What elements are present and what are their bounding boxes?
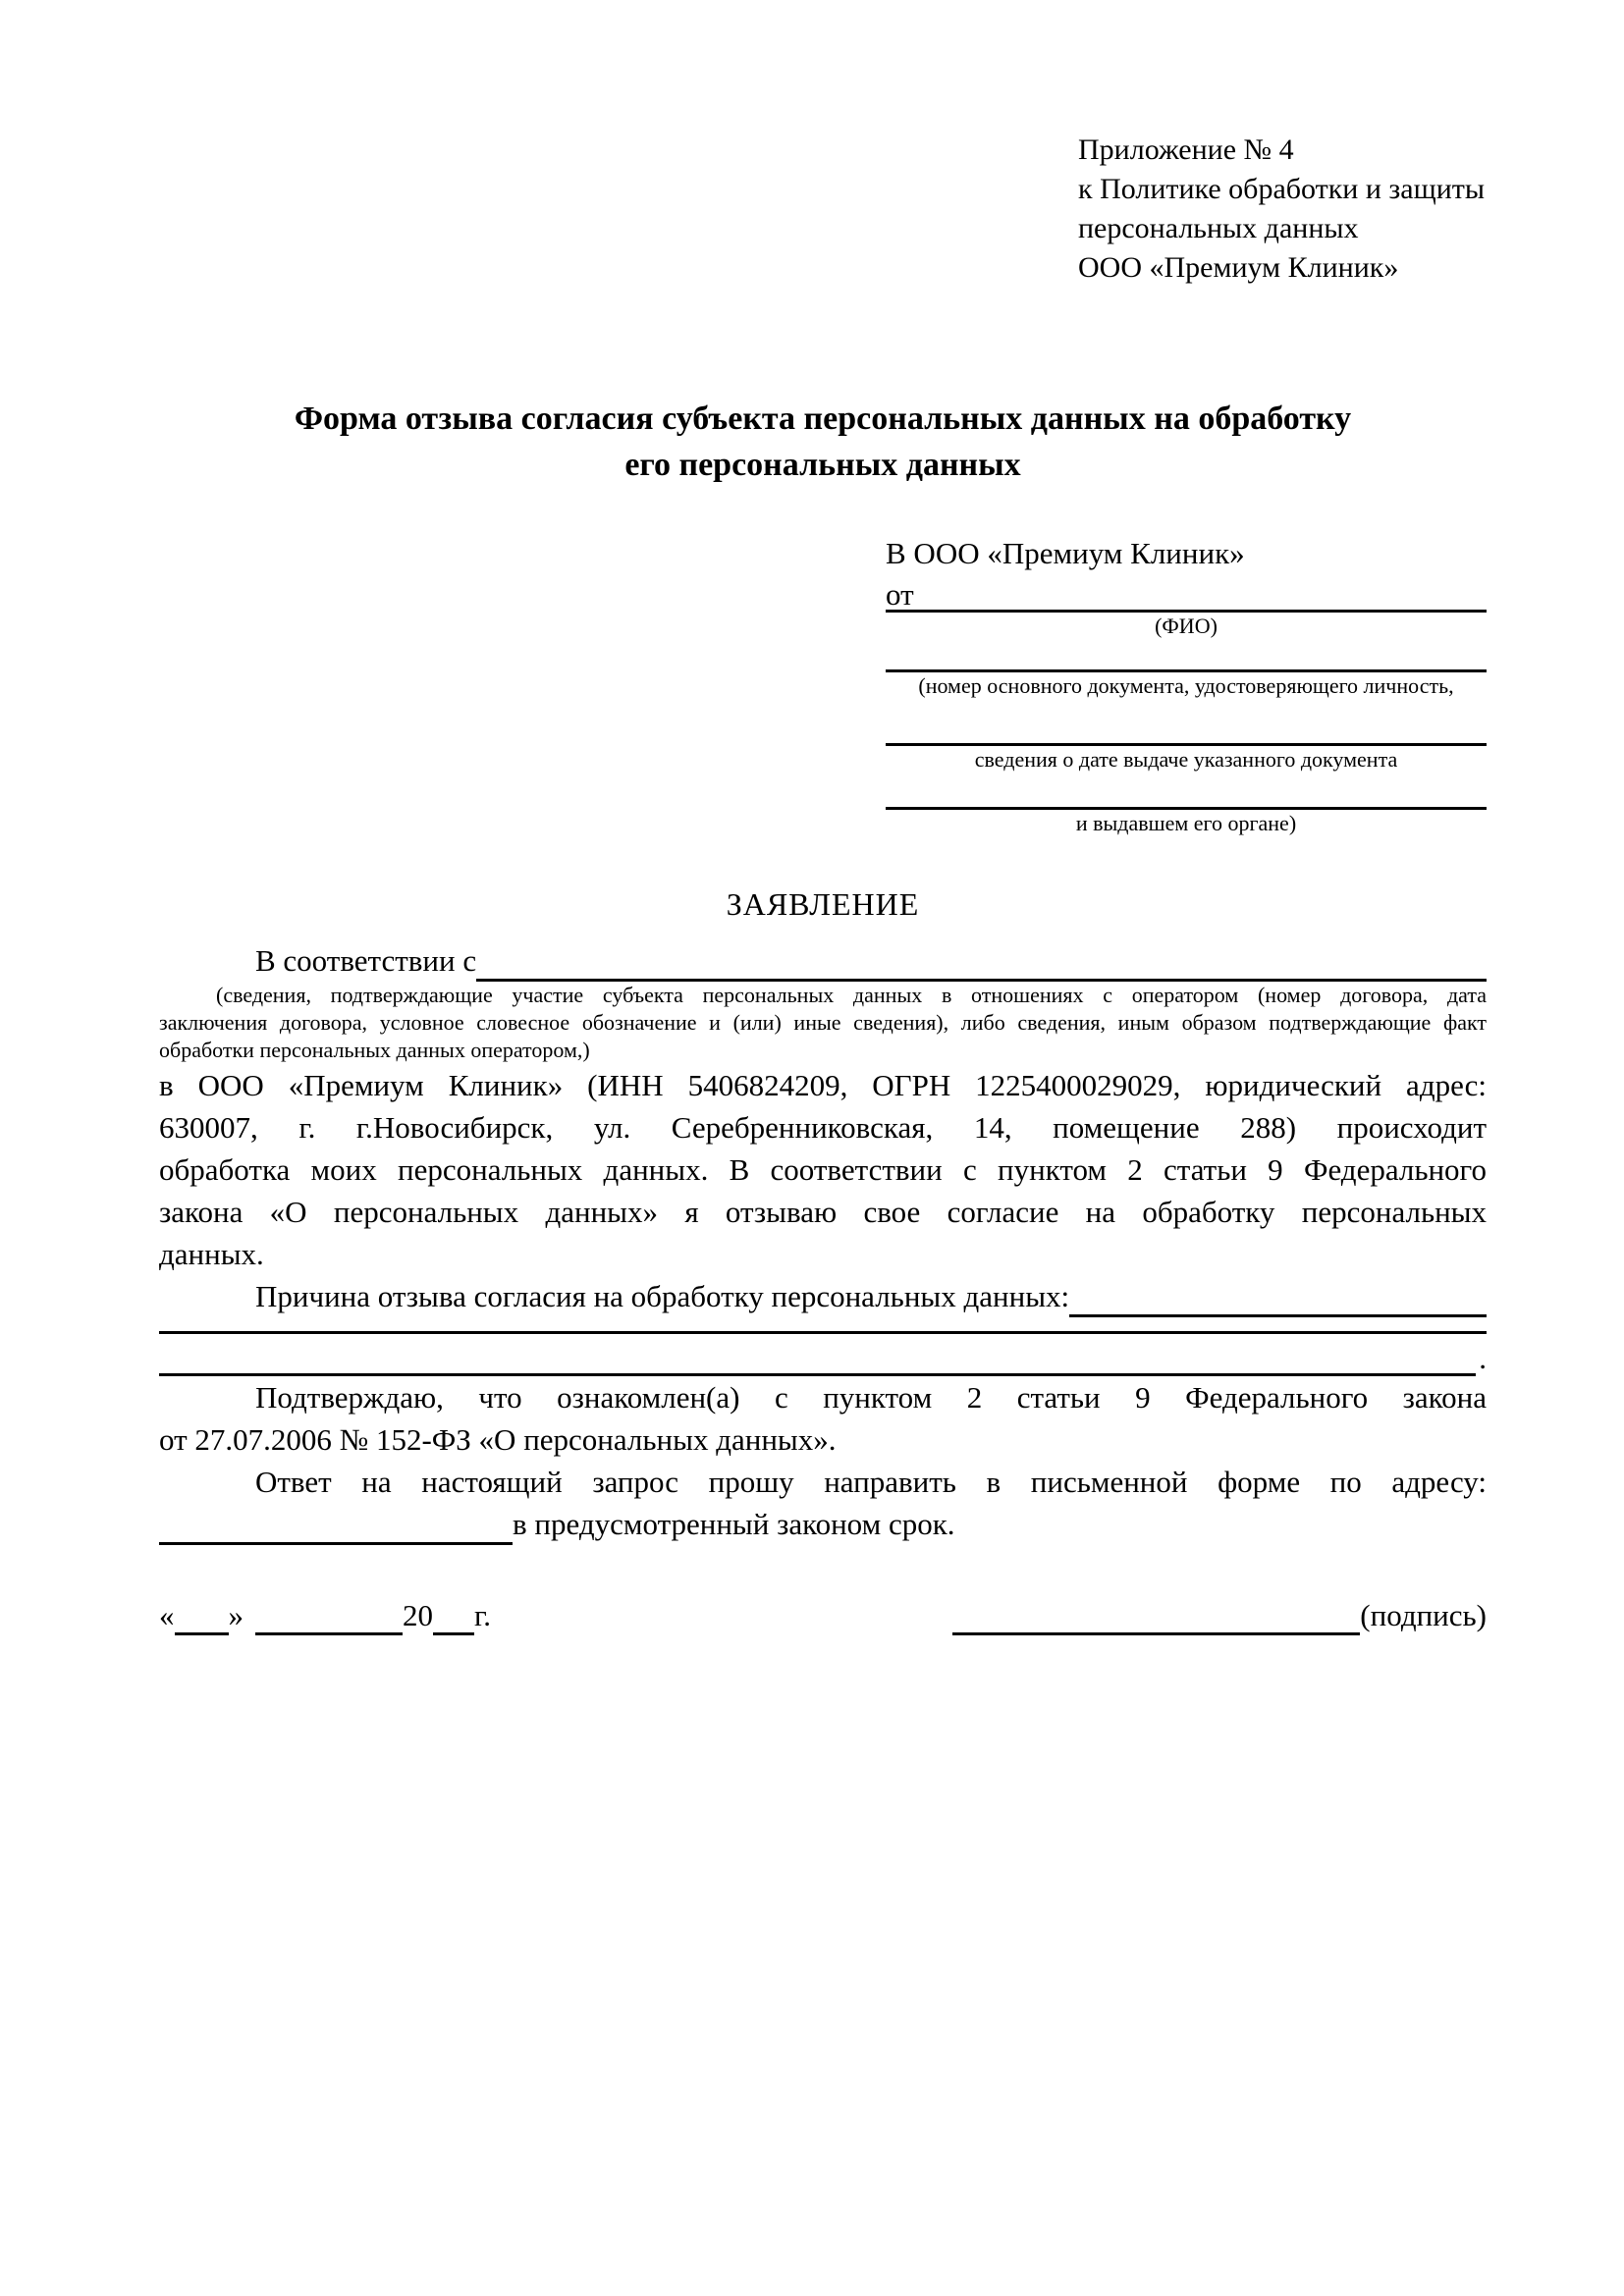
paragraph-indent — [159, 939, 255, 982]
document-number-caption: (номер основного документа, удостоверяющего личность, — [918, 673, 1454, 698]
appendix-line: Приложение № 4 — [1078, 133, 1294, 166]
addressee-from: от — [886, 577, 914, 612]
footnote-line: заключения договора, условное словесное обозначение и (или) иные сведения), либо сведения, иным образом подтверждающие факт — [159, 1010, 1487, 1035]
quote-close: » — [228, 1598, 244, 1632]
body-line: данных. — [159, 1237, 264, 1271]
confirm-paragraph — [159, 1376, 1487, 1461]
document-title — [159, 396, 1487, 488]
year-prefix: 20 — [403, 1598, 433, 1632]
reply-tail-label: в предусмотренный законом срок. — [513, 1507, 955, 1541]
footnote-line: обработки персональных данных оператором,) — [159, 1038, 590, 1062]
address-blank-line — [159, 1508, 513, 1545]
year-blank-line — [433, 1600, 474, 1635]
reason-continuation-line-1 — [159, 1323, 1487, 1334]
line-terminator: . — [1479, 1341, 1487, 1375]
month-blank-line — [255, 1600, 403, 1635]
body-line: 630007, г. г.Новосибирск, ул. Серебренниковская, 14, помещение 288) происходит — [159, 1110, 1487, 1145]
appendix-header — [1078, 131, 1487, 288]
statement-heading: ЗАЯВЛЕНИЕ — [726, 886, 920, 922]
reply-request-line: Ответ на настоящий запрос прошу направить в письменной форме по адресу: — [255, 1465, 1487, 1499]
addressee-block — [886, 533, 1487, 837]
footnote — [159, 982, 1487, 1064]
footnote-line: (сведения, подтверждающие участие субъекта персональных данных в отношениях с оператором (номер договора, дата — [216, 983, 1487, 1007]
addressee-to: В ООО «Премиум Клиник» — [886, 536, 1245, 570]
fio-caption: (ФИО) — [1155, 614, 1218, 638]
signature-caption: (подпись) — [1360, 1598, 1487, 1632]
document-title-line: его персональных данных — [624, 447, 1021, 483]
reason-continuation-blank — [159, 1334, 1476, 1376]
date-signature-row — [159, 1596, 1487, 1635]
year-suffix: г. — [474, 1598, 491, 1632]
signature-field — [952, 1596, 1487, 1635]
intro-line — [159, 939, 1487, 982]
body-paragraph — [159, 1064, 1487, 1275]
reason-continuation-line-2 — [159, 1334, 1487, 1376]
quote-open: « — [159, 1598, 175, 1632]
appendix-line: ООО «Премиум Клиник» — [1078, 251, 1399, 284]
confirm-line: от 27.07.2006 № 152-ФЗ «О персональных данных». — [159, 1422, 837, 1457]
signature-blank-line — [952, 1600, 1360, 1635]
body-line: обработка моих персональных данных. В соответствии с пунктом 2 статьи 9 Федерального — [159, 1152, 1487, 1187]
body-line: в ООО «Премиум Клиник» (ИНН 5406824209, ОГРН 1225400029029, юридический адрес: — [159, 1068, 1487, 1102]
day-blank-line — [175, 1600, 229, 1635]
reason-line — [159, 1275, 1487, 1317]
issue-date-caption: сведения о дате выдаче указанного документа — [974, 747, 1398, 772]
reason-blank-line — [1069, 1280, 1487, 1317]
appendix-line: к Политике обработки и защиты — [1078, 173, 1486, 205]
document-title-line: Форма отзыва согласия субъекта персональных данных на обработку — [294, 400, 1352, 437]
body-line: закона «О персональных данных» я отзываю свое согласие на обработку персональных — [159, 1195, 1487, 1229]
confirm-line: Подтверждаю, что ознакомлен(а) с пунктом 2 статьи 9 Федерального закона — [255, 1380, 1487, 1415]
intro-label: В соответствии с — [255, 943, 477, 978]
date-field — [159, 1596, 491, 1635]
reply-address-line — [159, 1503, 1487, 1545]
page-content — [159, 0, 1487, 1635]
paragraph-indent — [159, 1275, 255, 1317]
context-blank-line — [476, 944, 1487, 982]
appendix-line: персональных данных — [1078, 212, 1359, 244]
reason-label: Причина отзыва согласия на обработку персональных данных: — [255, 1279, 1070, 1313]
issuing-authority-caption: и выдавшем его органе) — [1075, 811, 1297, 835]
